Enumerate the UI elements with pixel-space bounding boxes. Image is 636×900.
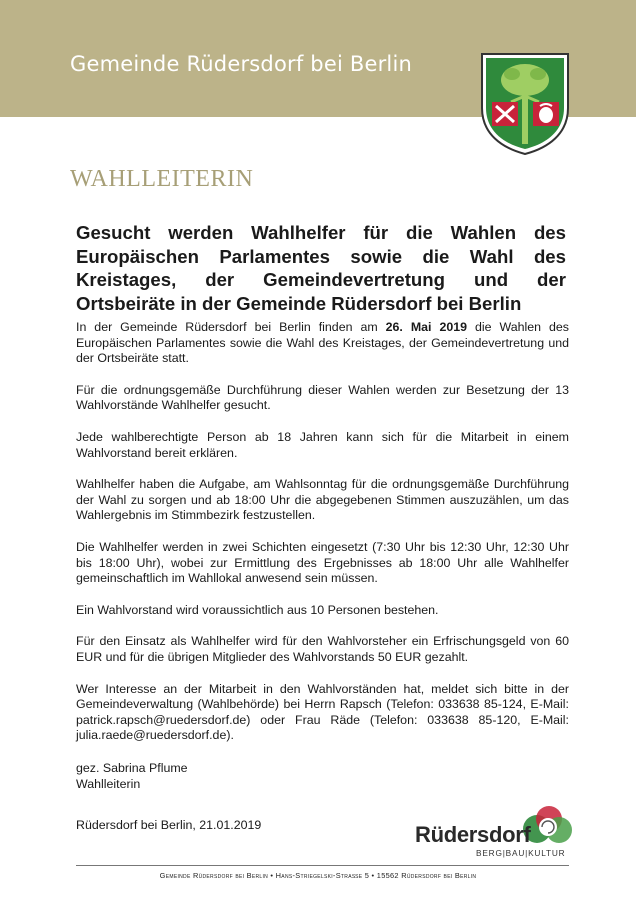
signature-block (76, 761, 188, 792)
paragraph-text: In der Gemeinde Rüdersdorf bei Berlin finden am (76, 320, 386, 334)
announcement-body (76, 320, 569, 760)
paragraph: Für die ordnungsgemäße Durchführung dieser Wahlen werden zur Besetzung der 13 Wahlvorstände Wahlhelfer gesucht. (76, 382, 569, 413)
coat-of-arms-icon (478, 50, 572, 156)
election-date: 26. Mai 2019 (385, 320, 468, 334)
logo-wordmark: Rüdersdorf (415, 822, 531, 847)
paragraph-text: die Wahlen des Europäischen Parlamentes sowie die Wahl des Kreistages, der Gemeindevertretung und der Ortsbeiräte statt. (76, 320, 569, 366)
signature-name: gez. Sabrina Pflume (76, 761, 188, 775)
footer-divider (76, 865, 569, 866)
municipality-title: Gemeinde Rüdersdorf bei Berlin (70, 52, 412, 76)
paragraph-contact: Wer Interesse an der Mitarbeit in den Wahlvorständen hat, meldet sich bitte in der Gemeindeverwaltung (Wahlbehörde) bei Herrn Rapsch (Telefon: 033638 85-124, E-Mail: patrick.rapsch@ruedersdorf.de) oder Frau Räde (Telefon: 033638 85-120, E-Mail: julia.raede@ruedersdorf.de). (76, 681, 569, 743)
paragraph: Die Wahlhelfer werden in zwei Schichten eingesetzt (7:30 Uhr bis 12:30 Uhr, 12:30 Uhr bis 18:00 Uhr), wobei zur Ermittlung des Ergebnisses ab 18:00 Uhr alle Wahlhelfer gemeinschaftlich im Wahllokal anwesend sein müssen. (76, 539, 569, 586)
logo-tagline: BERG|BAU|KULTUR (476, 848, 566, 858)
paragraph: Ein Wahlvorstand wird voraussichtlich aus 10 Personen bestehen. (76, 602, 439, 617)
office-heading: WAHLLEITERIN (70, 166, 254, 192)
headline: Gesucht werden Wahlhelfer für die Wahlen des Europäischen Parlamentes sowie die Wahl des Kreistages, der Gemeindevertretung und der Ortsbeiräte in der Gemeinde Rüdersdorf bei Berlin (76, 222, 566, 314)
paragraph: Wahlhelfer haben die Aufgabe, am Wahlsonntag für die ordnungsgemäße Durchführung der Wahl zu sorgen und ab 18:00 Uhr die abgegebenen Stimmen auszuzählen, um das Wahlergebnis im Stimmbezirk festzustellen. (76, 477, 569, 523)
paragraph: Jede wahlberechtigte Person ab 18 Jahren kann sich für die Mitarbeit in einem Wahlvorstand bereit erklären. (76, 429, 569, 460)
paragraph-date (76, 320, 569, 367)
signature-role: Wahlleiterin (76, 776, 141, 791)
dateline: Rüdersdorf bei Berlin, 21.01.2019 (76, 818, 262, 832)
footer-address: Gemeinde Rüdersdorf bei Berlin • Hans-Striegelski-Straße 5 • 15562 Rüdersdorf bei Berlin (159, 871, 477, 880)
paragraph: Für den Einsatz als Wahlhelfer wird für den Wahlvorsteher ein Erfrischungsgeld von 60 EUR und für die übrigen Mitglieder des Wahlvorstands 50 EUR gezahlt. (76, 634, 569, 664)
